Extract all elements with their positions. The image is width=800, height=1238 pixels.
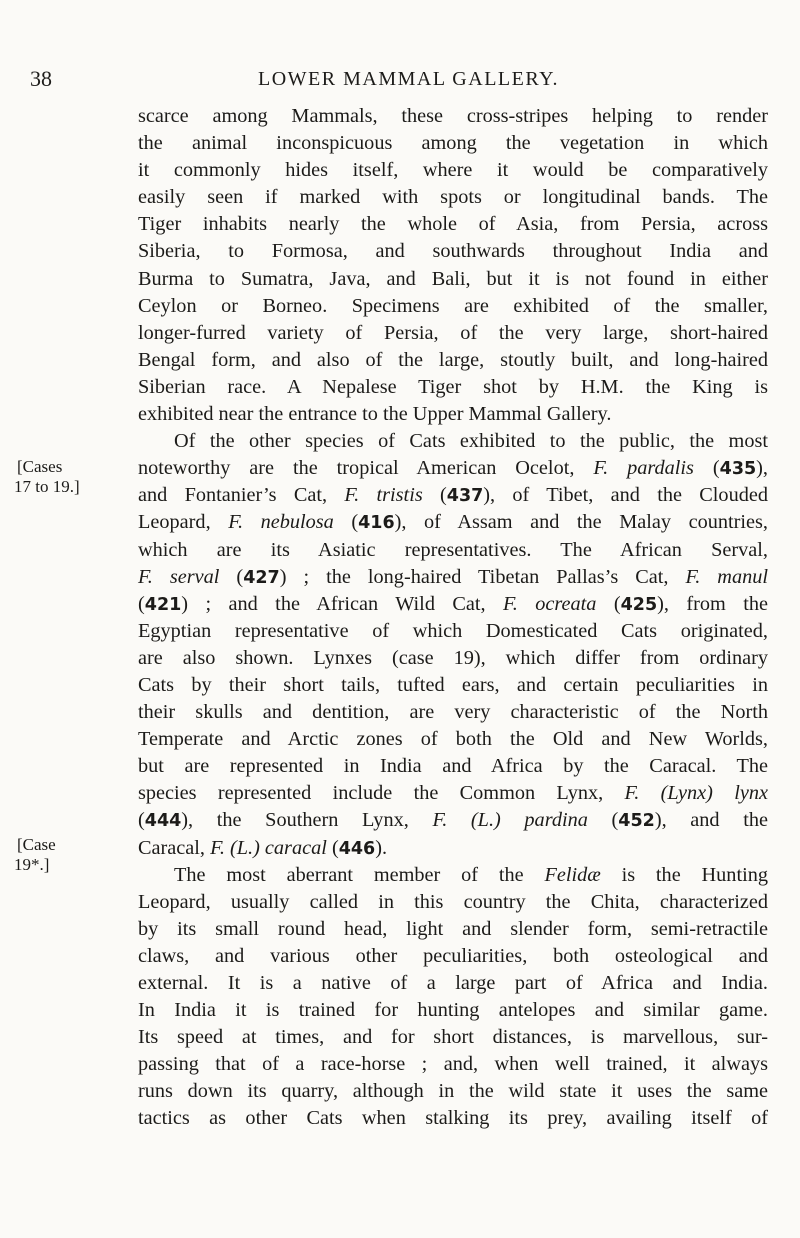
text-run: and Fontanier’s Cat, [138,484,345,507]
specimen-number: 425 [620,594,658,615]
species-name: F. ocreata [503,592,597,615]
specimen-number: 446 [338,838,376,859]
text-run: ( [693,457,720,480]
specimen-number: 435 [719,459,757,480]
margin-note-line: [Case [17,835,56,854]
text-line: Siberian race. A Nepalese Tiger shot by H.M. the King is [138,375,768,398]
text-line: by its small round head, light and slender form, semi-retractile [138,917,768,940]
text-line: Temperate and Arctic zones of both the Old and New Worlds, [138,728,768,751]
family-name: Felidæ [544,863,601,886]
text-run: ( [138,592,145,615]
text-run: ) ; and the African Wild Cat, [181,592,503,615]
species-name: F. manul [685,565,769,588]
text-run: ), the Southern Lynx, [181,809,433,832]
text-line [138,862,768,889]
specimen-number: 452 [618,811,655,832]
margin-note-line: [Cases [17,457,63,476]
text-line [138,509,768,536]
text-line [138,780,768,807]
text-run: species represented include the Common Lynx, [138,782,625,805]
text-run: ), of Assam and the Malay countries, [394,511,768,534]
species-name: F. (L.) caracal [210,836,327,859]
margin-note-line: 17 to 19.] [14,477,80,496]
text-run: ), of Tibet, and the Clouded [483,484,768,507]
text-line: but are represented in India and Africa by the Caracal. The [138,755,768,778]
specimen-number: 437 [446,486,484,507]
text-line: scarce among Mammals, these cross-stripes helping to render [138,105,768,127]
text-line: Burma to Sumatra, Java, and Bali, but it is not found in either [138,267,768,290]
species-name: F. serval [138,565,220,588]
text-run: noteworthy are the tropical American Ocelot, [138,457,594,480]
specimen-number: 421 [144,594,182,615]
running-title: LOWER MAMMAL GALLERY. [258,68,559,90]
text-line: Of the other species of Cats exhibited to the public, the most [174,430,768,453]
text-run: The most aberrant member of the [174,863,545,886]
text-run: ( [422,484,447,507]
text-line: Bengal form, and also of the large, stoutly built, and long-haired [138,348,768,371]
margin-note-case-19-star [14,835,56,875]
species-name: F. tristis [344,484,423,507]
text-line: passing that of a race-horse ; and, when well trained, it always [138,1053,768,1076]
text-line: Ceylon or Borneo. Specimens are exhibited of the smaller, [138,294,768,317]
species-name: F. (L.) pardina [432,809,588,832]
species-name: F. nebulosa [228,511,334,534]
text-line: tactics as other Cats when stalking its prey, availing itself of [138,1107,768,1130]
text-line: external. It is a native of a large part of Africa and India. [138,972,768,994]
text-run: ( [333,511,359,534]
text-line: Siberia, to Formosa, and southwards throughout India and [138,240,768,263]
text-line: easily seen if marked with spots or longitudinal bands. The [138,186,768,209]
text-line: their skulls and dentition, are very characteristic of the North [138,701,768,724]
text-line: Tiger inhabits nearly the whole of Asia, from Persia, across [138,213,768,236]
text-run: ), and the [654,809,768,832]
text-run: ), [756,457,768,480]
text-run: ) ; the long-haired Tibetan Pallas’s Cat, [279,565,686,588]
text-line: longer-furred variety of Persia, of the very large, short-haired [138,321,768,344]
text-line: it commonly hides itself, where it would be comparatively [138,159,768,182]
text-run: ( [587,809,619,832]
text-line [138,455,768,482]
text-line: runs down its quarry, although in the wild state it uses the same [138,1080,768,1103]
body-text [138,103,768,1133]
text-run: ( [219,565,244,588]
text-line: which are its Asiatic representatives. The African Serval, [138,538,768,561]
page-number: 38 [30,66,52,91]
text-line [138,807,768,834]
text-line [138,482,768,509]
text-run: ( [326,836,339,859]
text-run: ). [375,836,388,859]
species-name: F. pardalis [593,457,694,480]
text-run: ), from the [657,592,768,615]
text-line: are also shown. Lynxes (case 19), which differ from ordinary [138,646,768,669]
specimen-number: 427 [243,567,280,588]
text-run: ( [596,592,621,615]
text-line: exhibited near the entrance to the Upper Mammal Gallery. [138,403,612,426]
text-line [138,835,768,862]
text-line: Egyptian representative of which Domesticated Cats originated, [138,619,768,642]
text-run: is the Hunting [600,863,768,886]
text-run: Caracal, [138,836,211,859]
text-line: Cats by their short tails, tufted ears, and certain peculiarities in [138,673,768,696]
species-name: F. (Lynx) lynx [624,782,769,805]
margin-note-line: 19*.] [14,855,50,874]
text-line: Leopard, usually called in this country the Chita, characterized [138,890,768,913]
text-run: Leopard, [138,511,229,534]
specimen-number: 416 [358,513,395,534]
text-line: Its speed at times, and for short distances, is marvellous, sur- [138,1026,768,1049]
text-line [138,564,768,591]
margin-note-cases-17-19 [14,457,80,497]
text-line [138,591,768,618]
specimen-number: 444 [144,811,182,832]
text-line: the animal inconspicuous among the vegetation in which [138,132,768,155]
text-line: claws, and various other peculiarities, both osteological and [138,944,768,967]
text-run: ( [138,809,145,832]
text-line: In India it is trained for hunting antelopes and similar game. [138,999,768,1022]
